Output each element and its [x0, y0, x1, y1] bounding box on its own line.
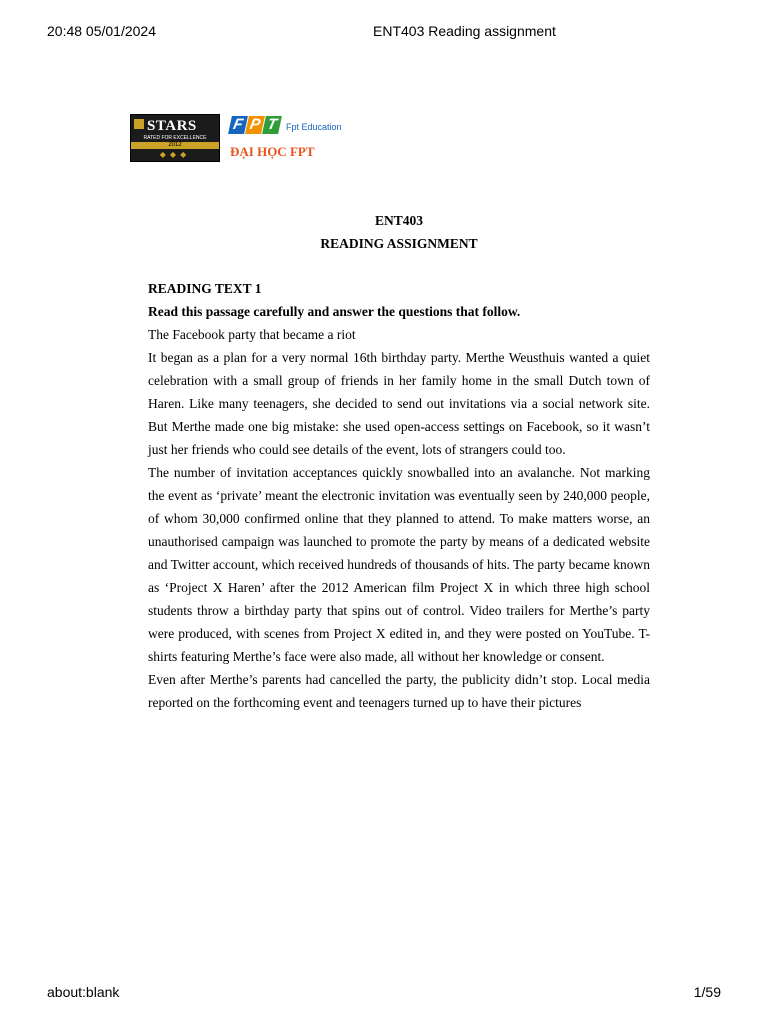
fpt-logo — [230, 114, 350, 164]
section-heading: READING TEXT 1 — [148, 281, 262, 296]
print-title: ENT403 Reading assignment — [373, 23, 556, 39]
assignment-title: READING ASSIGNMENT — [320, 236, 478, 251]
print-url: about:blank — [47, 984, 120, 1000]
stars-dots-icon: ◆◆◆ — [159, 150, 191, 159]
passage-paragraph: It began as a plan for a very normal 16th birthday party. Merthe Weusthuis wanted a quiet celebration with a small group of friends in her family home in the small Dutch town of Haren. Like many teenagers, she decided to send out invitations via a social network site. But Merthe made one big mistake: she used open-access settings on Facebook, so it wasn’t just her friends who could see details of the event, lots of strangers could too. — [148, 350, 650, 457]
stars-logo-year: 2012 — [131, 142, 219, 149]
print-header — [0, 23, 768, 41]
fpt-letter-f: F — [228, 116, 248, 134]
fpt-letter-p: P — [245, 116, 265, 134]
print-footer — [0, 984, 768, 1002]
stars-logo-subtitle: RATED FOR EXCELLENCE — [143, 135, 207, 141]
document-body — [148, 209, 650, 714]
stars-logo-text: STARS — [147, 118, 197, 134]
header-logos — [130, 114, 350, 164]
fpt-university-text: ĐẠI HỌC FPT — [230, 144, 315, 159]
stars-logo — [130, 114, 220, 162]
page-number: 1/59 — [693, 984, 721, 1000]
stars-badge-icon — [134, 119, 144, 129]
print-datetime: 20:48 05/01/2024 — [47, 23, 156, 39]
fpt-education-text: Fpt Education — [286, 122, 342, 132]
passage-title: The Facebook party that became a riot — [148, 327, 356, 342]
fpt-letter-t: T — [262, 116, 282, 134]
passage-paragraph: Even after Merthe’s parents had cancelled the party, the publicity didn’t stop. Local media reported on the forthcoming event and teenagers turned up to have their pictures — [148, 672, 650, 710]
course-code: ENT403 — [374, 213, 423, 228]
passage-paragraph: The number of invitation acceptances quickly snowballed into an avalanche. Not marking the event as ‘private’ meant the electronic invitation was eventually seen by 240,000 people, of whom 30,000 confirmed online that they planned to attend. To make matters worse, an unauthorised campaign was launched to promote the party by means of a dedicated website and Twitter account, which received hundreds of thousands of hits. The party became known as ‘Project X Haren’ after the 2012 American film Project X in which three high school students throw a birthday party that spins out of control. Video trailers for Merthe’s party were produced, with scenes from Project X edited in, and they were posted on YouTube. T-shirts featuring Merthe’s face were also made, all without her knowledge or consent. — [148, 465, 650, 664]
fpt-mark — [230, 116, 281, 136]
instruction-text: Read this passage carefully and answer the questions that follow. — [148, 304, 521, 319]
